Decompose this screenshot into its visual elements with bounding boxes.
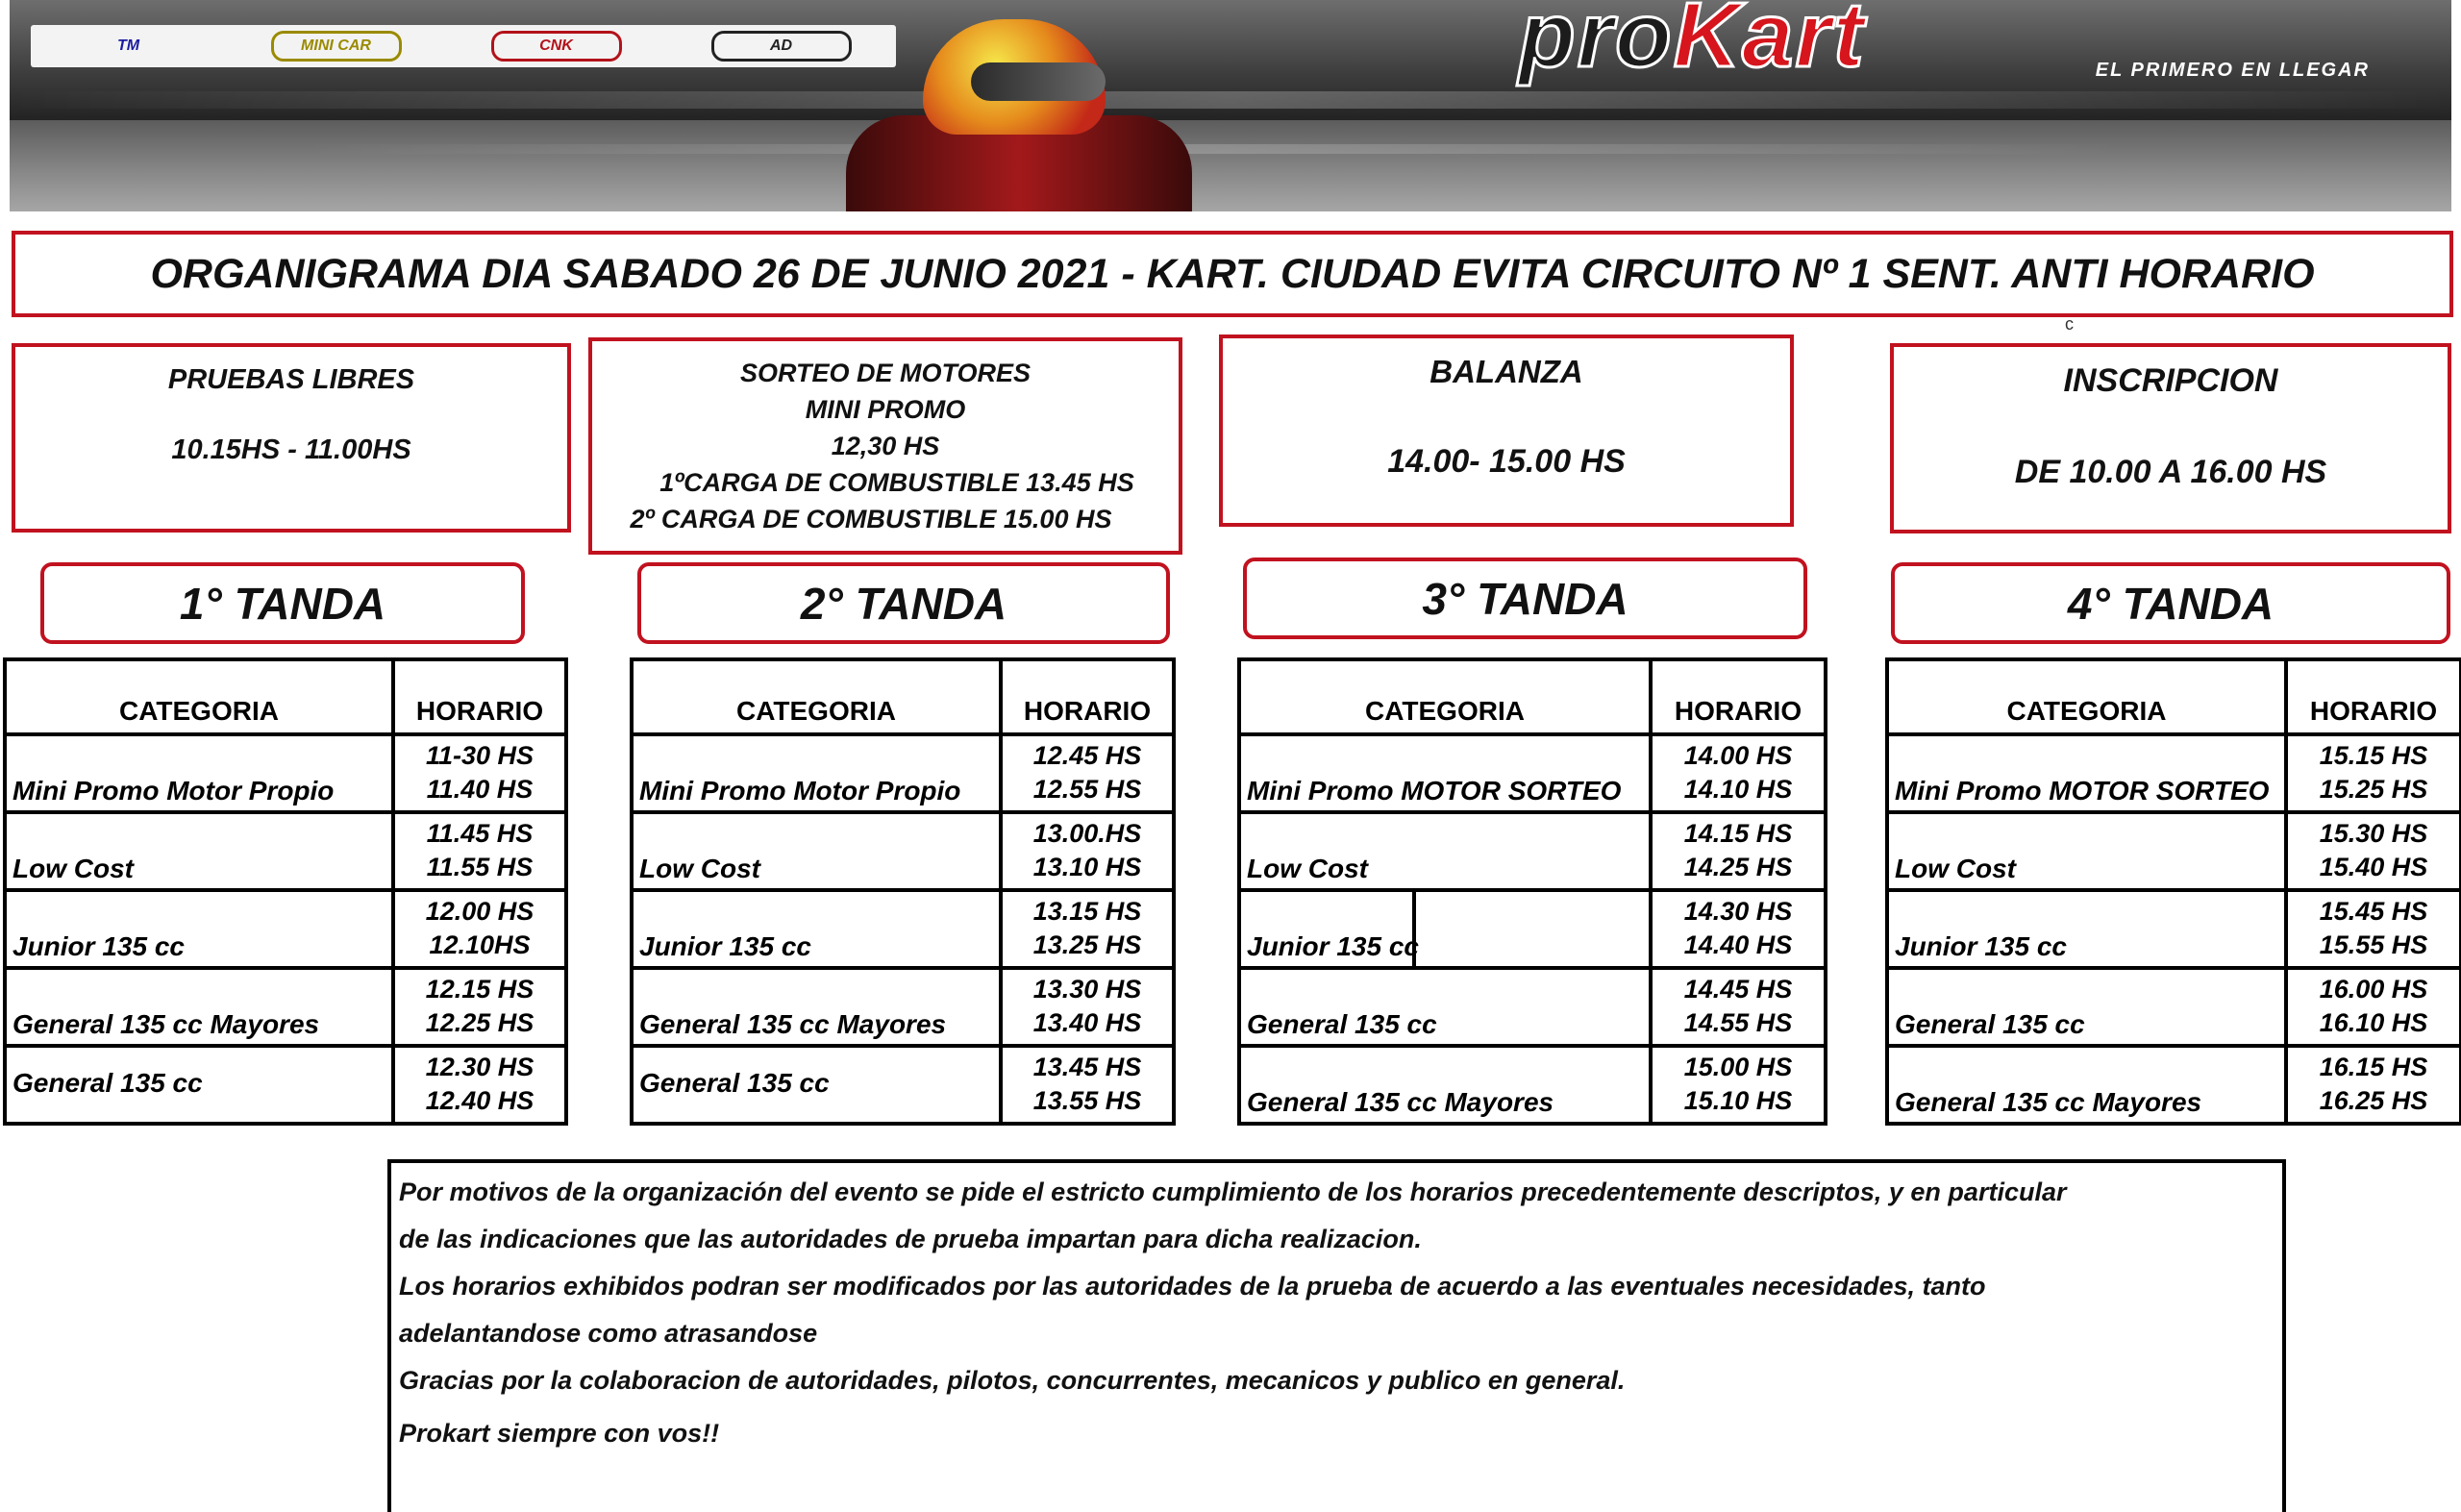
pruebas-libres-time: 10.15HS - 11.00HS <box>171 434 411 465</box>
time-cell <box>393 734 566 812</box>
category-cell: Mini Promo MOTOR SORTEO <box>1887 734 2286 812</box>
table-row <box>632 734 1174 812</box>
pruebas-libres-title: PRUEBAS LIBRES <box>167 364 415 395</box>
time-cell <box>393 812 566 890</box>
end-time: 12.25 HS <box>425 1008 534 1037</box>
start-time: 16.15 HS <box>2319 1053 2428 1081</box>
balanza-time: 14.00- 15.00 HS <box>1387 443 1626 480</box>
categoria-header: CATEGORIA <box>5 659 393 734</box>
table-header-row <box>1887 659 2461 734</box>
start-time: 14.30 HS <box>1683 897 1793 926</box>
time-cell <box>2286 812 2461 890</box>
table-row <box>5 812 566 890</box>
category-cell: General 135 cc Mayores <box>5 968 393 1046</box>
time-cell <box>1001 734 1174 812</box>
balanza-title: BALANZA <box>1429 354 1583 389</box>
sorteo-time: 12,30 HS <box>831 432 940 460</box>
category-cell: General 135 cc Mayores <box>1239 1046 1651 1124</box>
time-cell <box>393 968 566 1046</box>
start-time: 14.00 HS <box>1683 741 1793 770</box>
table-row <box>5 1046 566 1124</box>
table-row <box>1239 734 1826 812</box>
table-row <box>5 890 566 968</box>
start-time: 11-30 HS <box>425 741 534 770</box>
end-time: 12.55 HS <box>1032 775 1142 804</box>
category-cell: Low Cost <box>1239 812 1651 890</box>
table-row <box>632 812 1174 890</box>
sponsor-logo-minicar: MINI CAR <box>271 31 402 62</box>
end-time: 15.55 HS <box>2319 930 2428 959</box>
table-row <box>1239 968 1826 1046</box>
tanda-4-header: 4° TANDA <box>1891 562 2450 644</box>
category-cell: General 135 cc Mayores <box>1887 1046 2286 1124</box>
table-row <box>1239 812 1826 890</box>
table-row <box>1239 890 1826 968</box>
start-time: 13.00.HS <box>1032 819 1142 848</box>
tanda-3-schedule-table <box>1237 657 1827 1126</box>
categoria-header: CATEGORIA <box>1887 659 2286 734</box>
category-cell: General 135 cc <box>632 1046 1001 1124</box>
logo-tagline: EL PRIMERO EN LLEGAR <box>2095 60 2370 81</box>
end-time: 11.40 HS <box>426 775 534 804</box>
horario-header: HORARIO <box>1001 659 1174 734</box>
end-time: 13.25 HS <box>1032 930 1142 959</box>
sorteo-title: SORTEO DE MOTORES <box>739 359 1032 387</box>
category-cell: General 135 cc <box>1887 968 2286 1046</box>
start-time: 16.00 HS <box>2319 975 2428 1004</box>
category-cell: Mini Promo Motor Propio <box>632 734 1001 812</box>
category-cell: General 135 cc <box>1239 968 1651 1046</box>
sponsor-logo-cnk: CNK <box>491 31 622 62</box>
table-header-row <box>632 659 1174 734</box>
page-title: ORGANIGRAMA DIA SABADO 26 DE JUNIO 2021 - KART. CIUDAD EVITA CIRCUITO Nº 1 SENT. ANTI HORARIO <box>150 250 2315 297</box>
end-time: 16.25 HS <box>2319 1086 2428 1115</box>
logo-pro: pro <box>1519 0 1674 87</box>
horario-header: HORARIO <box>1651 659 1826 734</box>
sponsor-logo-tm: TM <box>116 37 140 54</box>
pruebas-libres-box <box>12 343 571 533</box>
start-time: 15.45 HS <box>2319 897 2428 926</box>
time-cell <box>1651 890 1826 968</box>
tanda-1-schedule-table <box>3 657 568 1126</box>
second-fuel-load: 2º CARGA DE COMBUSTIBLE 15.00 HS <box>630 505 1112 533</box>
sponsor-logo-ad: AD <box>711 31 852 62</box>
tanda-3-header: 3° TANDA <box>1243 558 1807 639</box>
tanda-4-schedule-table <box>1885 657 2461 1126</box>
start-time: 13.45 HS <box>1032 1053 1142 1081</box>
note-line: Los horarios exhibidos podran ser modificados por las autoridades de la prueba de acuerdo a las eventuales necesidades, tanto <box>399 1272 1986 1301</box>
time-cell <box>2286 1046 2461 1124</box>
time-cell <box>2286 890 2461 968</box>
start-time: 12.15 HS <box>425 975 534 1004</box>
inscripcion-time: DE 10.00 A 16.00 HS <box>2014 454 2327 490</box>
time-cell <box>1001 812 1174 890</box>
tanda-2-schedule-table <box>630 657 1176 1126</box>
start-time: 11.45 HS <box>426 819 534 848</box>
table-row <box>1887 734 2461 812</box>
category-cell: Low Cost <box>1887 812 2286 890</box>
time-cell <box>1001 968 1174 1046</box>
sorteo-category: MINI PROMO <box>805 395 966 424</box>
balanza-box <box>1219 335 1794 527</box>
inscripcion-box <box>1890 343 2451 533</box>
logo-kart: Kart <box>1673 0 1866 87</box>
start-time: 15.15 HS <box>2319 741 2428 770</box>
table-row <box>5 734 566 812</box>
table-header-row <box>1239 659 1826 734</box>
time-cell <box>1651 812 1826 890</box>
header-banner <box>10 0 2451 211</box>
end-time: 14.25 HS <box>1683 853 1793 881</box>
time-cell <box>2286 968 2461 1046</box>
start-time: 13.15 HS <box>1032 897 1142 926</box>
start-time: 12.45 HS <box>1032 741 1142 770</box>
time-cell <box>1001 890 1174 968</box>
notes-box <box>387 1159 2286 1512</box>
note-line: de las indicaciones que las autoridades de prueba impartan para dicha realizacion. <box>399 1225 1422 1253</box>
end-time: 15.40 HS <box>2319 853 2428 881</box>
time-cell <box>393 1046 566 1124</box>
time-cell <box>1001 1046 1174 1124</box>
category-cell: Junior 135 cc <box>5 890 393 968</box>
end-time: 14.55 HS <box>1683 1008 1793 1037</box>
horario-header: HORARIO <box>2286 659 2461 734</box>
category-cell: Low Cost <box>632 812 1001 890</box>
time-cell <box>1651 734 1826 812</box>
helmet-visor <box>971 62 1106 101</box>
end-time: 14.40 HS <box>1683 930 1793 959</box>
start-time: 12.00 HS <box>425 897 534 926</box>
category-cell: Low Cost <box>5 812 393 890</box>
category-cell: Junior 135 cc <box>632 890 1001 968</box>
end-time: 13.40 HS <box>1032 1008 1142 1037</box>
note-line: Prokart siempre con vos!! <box>399 1419 720 1448</box>
categoria-header: CATEGORIA <box>632 659 1001 734</box>
inscripcion-title: INSCRIPCION <box>2063 362 2278 399</box>
sponsor-strip <box>31 25 896 67</box>
start-time: 14.15 HS <box>1683 819 1793 848</box>
category-cell: Mini Promo MOTOR SORTEO <box>1239 734 1651 812</box>
end-time: 15.10 HS <box>1683 1086 1793 1115</box>
table-row <box>632 1046 1174 1124</box>
table-header-row <box>5 659 566 734</box>
time-cell <box>393 890 566 968</box>
tanda-1-header: 1° TANDA <box>40 562 525 644</box>
table-row <box>5 968 566 1046</box>
category-cell: Mini Promo Motor Propio <box>5 734 393 812</box>
table-row <box>1887 968 2461 1046</box>
time-cell <box>1651 968 1826 1046</box>
table-row <box>1887 890 2461 968</box>
table-row <box>632 968 1174 1046</box>
sorteo-motores-box <box>588 337 1182 555</box>
stray-mark: c <box>2065 314 2074 334</box>
kart-driver-image <box>808 10 1269 211</box>
end-time: 16.10 HS <box>2319 1008 2428 1037</box>
end-time: 11.55 HS <box>426 853 534 881</box>
start-time: 12.30 HS <box>425 1053 534 1081</box>
start-time: 15.00 HS <box>1683 1053 1793 1081</box>
category-cell: General 135 cc <box>5 1046 393 1124</box>
table-row <box>632 890 1174 968</box>
start-time: 14.45 HS <box>1683 975 1793 1004</box>
end-time: 15.25 HS <box>2319 775 2428 804</box>
first-fuel-load: 1ºCARGA DE COMBUSTIBLE 13.45 HS <box>659 468 1134 497</box>
note-line: Por motivos de la organización del evento se pide el estricto cumplimiento de los horarios precedentemente descriptos, y en particular <box>399 1177 2067 1206</box>
end-time: 13.55 HS <box>1032 1086 1142 1115</box>
title-box <box>12 231 2453 317</box>
start-time: 13.30 HS <box>1032 975 1142 1004</box>
time-cell <box>1651 1046 1826 1124</box>
table-row <box>1887 1046 2461 1124</box>
category-cell: Junior 135 cc <box>1887 890 2286 968</box>
end-time: 14.10 HS <box>1683 775 1793 804</box>
end-time: 12.40 HS <box>425 1086 534 1115</box>
note-line: adelantandose como atrasandose <box>399 1319 818 1348</box>
categoria-header: CATEGORIA <box>1239 659 1651 734</box>
table-row <box>1239 1046 1826 1124</box>
category-cell: General 135 cc Mayores <box>632 968 1001 1046</box>
category-cell: Junior 135 cc <box>1239 890 1651 968</box>
table-row <box>1887 812 2461 890</box>
horario-header: HORARIO <box>393 659 566 734</box>
tanda-2-header: 2° TANDA <box>637 562 1170 644</box>
time-cell <box>2286 734 2461 812</box>
note-line: Gracias por la colaboracion de autoridades, pilotos, concurrentes, mecanicos y publico en general. <box>399 1366 1626 1395</box>
end-time: 12.10HS <box>429 930 531 959</box>
end-time: 13.10 HS <box>1032 853 1142 881</box>
start-time: 15.30 HS <box>2319 819 2428 848</box>
